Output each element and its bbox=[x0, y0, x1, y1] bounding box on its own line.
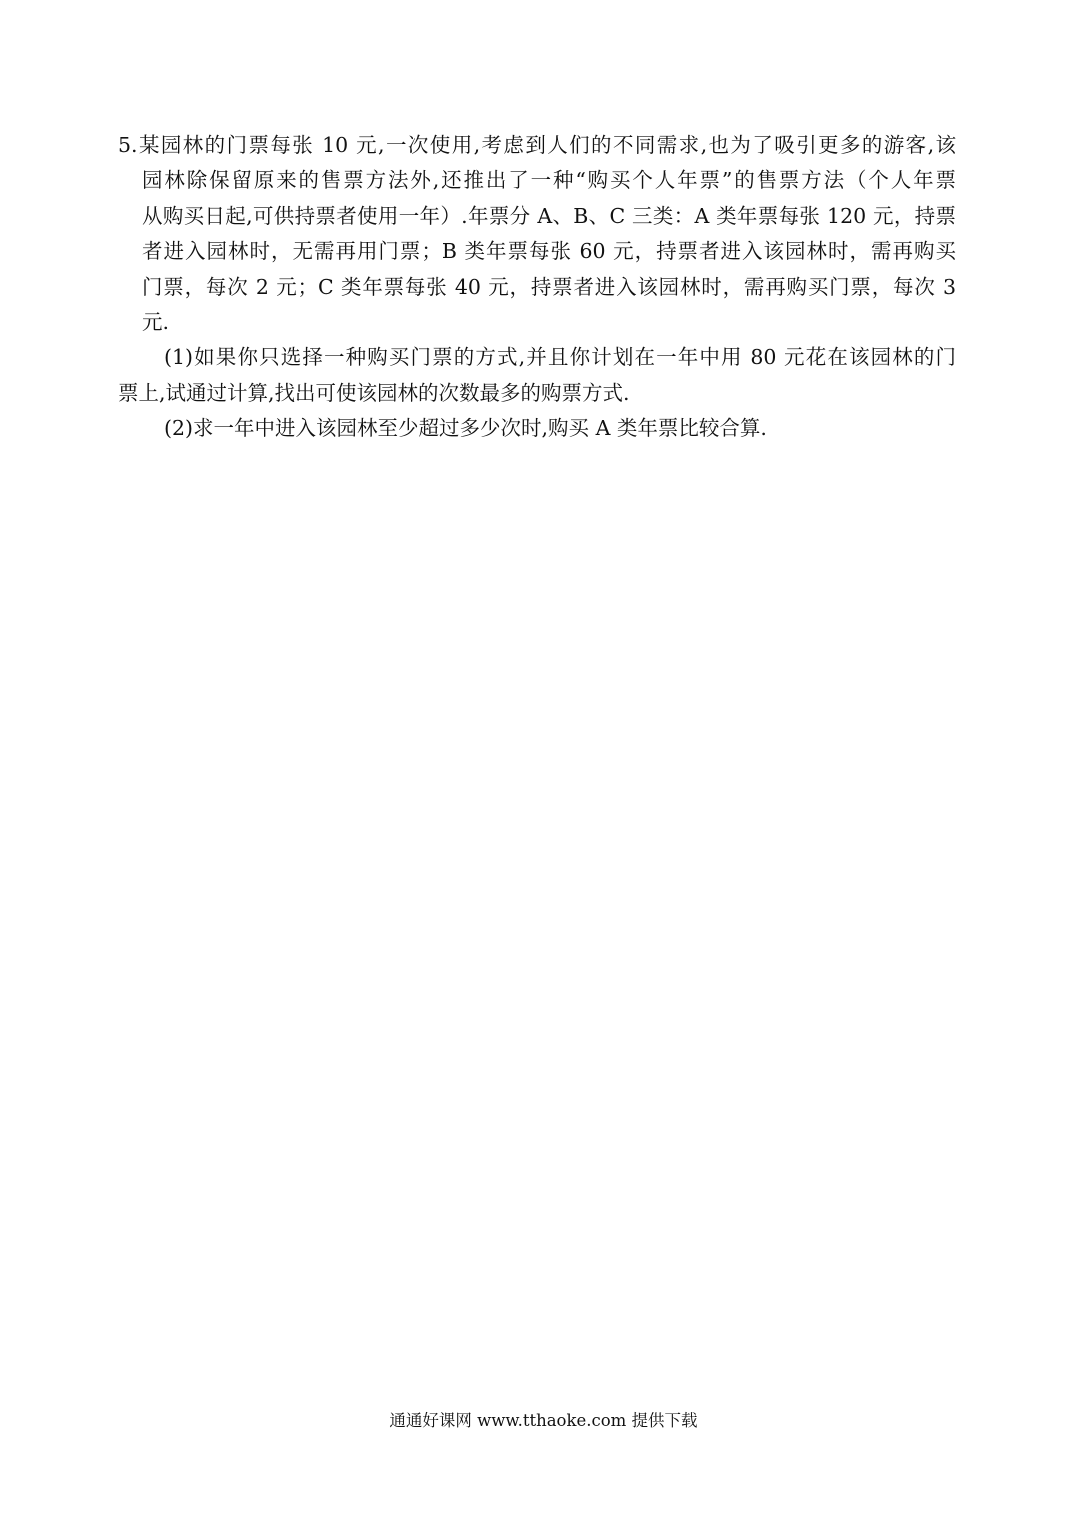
sub-question-1-line-1: (1)如果你只选择一种购买门票的方式,并且你计划在一年中用 80 元花在该园林的门 bbox=[164, 345, 956, 370]
sub-question-1-line-2: 票上,试通过计算,找出可使该园林的次数最多的购票方式. bbox=[118, 380, 630, 405]
problem-stem-line-3: 从购买日起,可供持票者使用一年）.年票分 A、B、C 三类：A 类年票每张 120 元，持票 bbox=[142, 203, 956, 228]
sub-question-1 bbox=[118, 340, 956, 411]
problem-stem-line-5: 门票，每次 2 元；C 类年票每张 40 元，持票者进入该园林时，需再购买门票，每次 3 bbox=[142, 274, 956, 299]
sub-question-2 bbox=[118, 411, 956, 446]
problem-stem-line-6: 元. bbox=[142, 310, 170, 335]
problem-stem-line-2: 园林除保留原来的售票方法外,还推出了一种“购买个人年票”的售票方法（个人年票 bbox=[142, 168, 956, 193]
sub-question-2-line-1: (2)求一年中进入该园林至少超过多少次时,购买 A 类年票比较合算. bbox=[164, 416, 767, 441]
problem-stem-line-1: 5.某园林的门票每张 10 元,一次使用,考虑到人们的不同需求,也为了吸引更多的游客,该 bbox=[118, 133, 956, 157]
problem-5 bbox=[118, 128, 956, 447]
problem-stem-line-4: 者进入园林时，无需再用门票；B 类年票每张 60 元，持票者进入该园林时，需再购买 bbox=[142, 239, 956, 264]
problem-number: 5. bbox=[118, 133, 138, 157]
page-footer: 通通好课网 www.tthaoke.com 提供下载 bbox=[389, 1411, 698, 1430]
